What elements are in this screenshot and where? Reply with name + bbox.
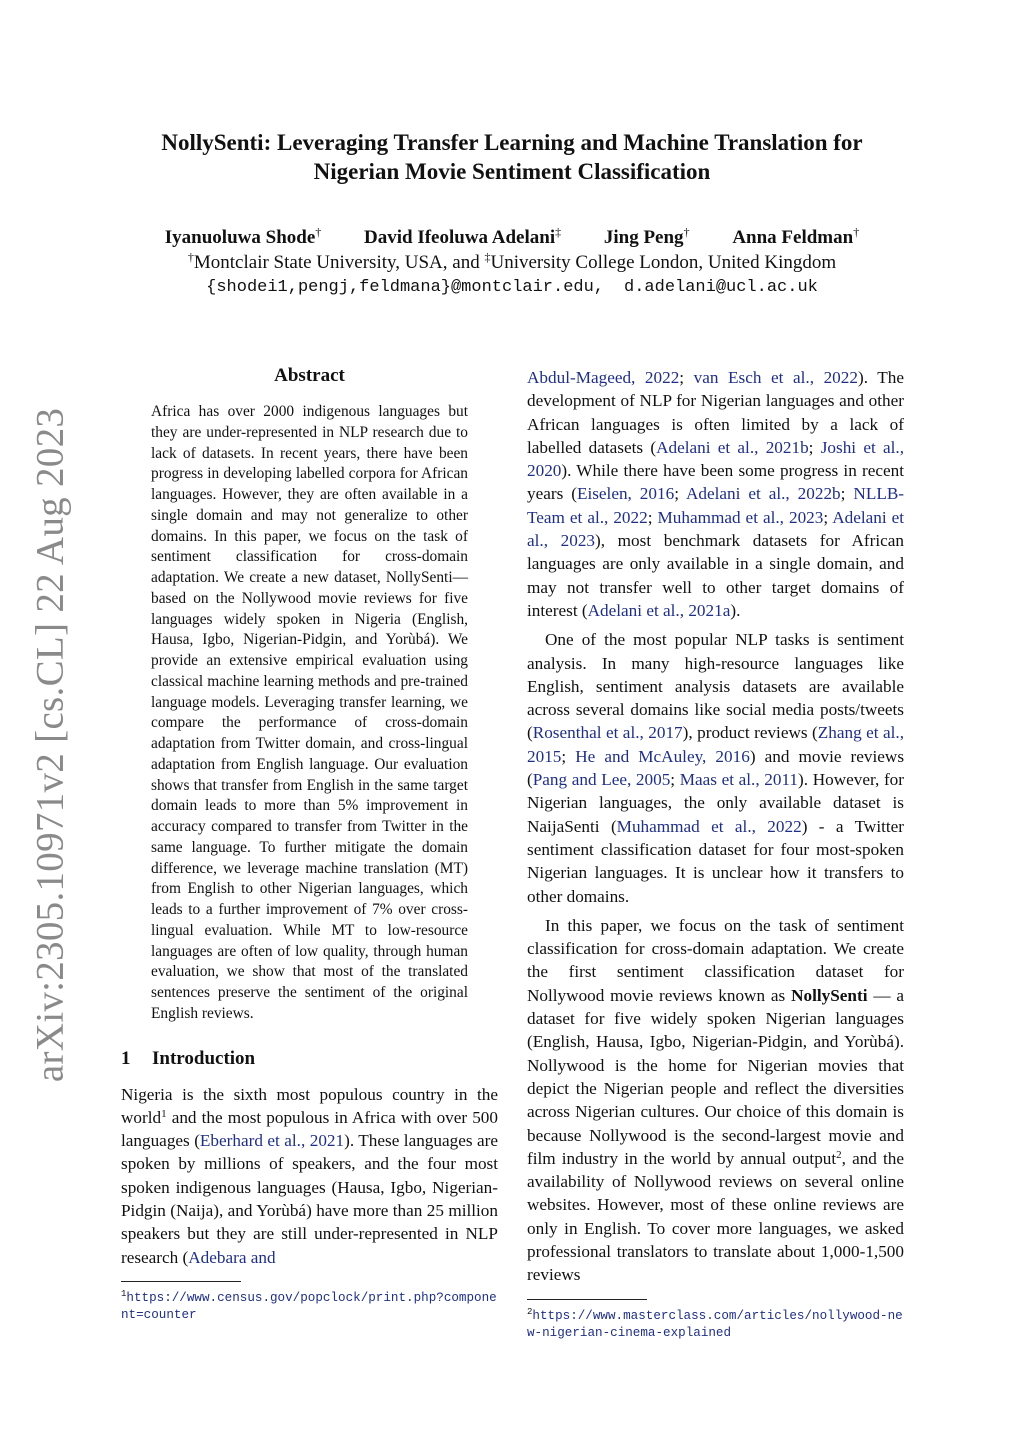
section-number: 1 [121,1047,131,1069]
intro-paragraph [527,914,904,1287]
citation-link[interactable]: Adelani et al., 2022b [685,484,841,504]
citation-link[interactable]: Rosenthal et al., 2017 [532,723,683,743]
paper-title [100,128,924,186]
citation-link[interactable]: Eiselen, 2016 [576,484,675,504]
body-text: ) - a Twitter sentiment classification dataset for four most-spoken Nigerian languages. It is unclear how it transfers to other domains. [527,816,905,906]
body-text: ; [647,507,658,527]
citation-link[interactable]: Eberhard et al., 2021 [199,1131,345,1151]
affil-mark: ‡ [484,250,491,264]
body-text: , and the availability of Nollywood reviews on several online websites. However, most of these online reviews are only in English. To cover more languages, we asked professional translators to translate about 1,000-1,500 reviews [527,1148,904,1285]
body-text: ). These languages are spoken by millions of speakers, and the four most spoken indigenous languages (Hausa, Igbo, Nigerian-Pidgin (Naija), and Yorùbá) have more than 25 million speakers but they are still under-represented in NLP research ( [121,1131,498,1267]
citation-link[interactable]: Adelani et al., 2023 [527,507,905,551]
intro-paragraph-continued [527,366,904,622]
author-emails [100,275,924,300]
right-column [527,366,904,1342]
citation-link[interactable]: Adelani et al., 2021a [587,600,731,620]
body-text: ). The development of NLP for Nigerian languages and other African languages is often limited by a lack of labelled datasets ( [527,368,904,457]
author-names [100,225,924,250]
intro-paragraph [121,1083,498,1269]
body-text: ). [730,600,741,620]
body-text: ), product reviews ( [682,723,818,743]
footnote-number: 2 [527,1306,533,1317]
footnote-marker[interactable]: 2 [836,1148,842,1161]
footnote-link[interactable]: https://www.census.gov/popclock/print.php?component=counter [121,1290,497,1322]
left-column [121,364,498,1324]
body-text: ; [561,746,576,766]
author-affil-mark: † [315,225,322,239]
body-text: — a dataset for five widely spoken Nigerian languages (English, Hausa, Igbo, Nigerian-Pidgin, and Yorùbá). Nollywood is the home for Nigerian movies that depict the Nigerian people and reflect the diversities across Nigerian cultures. Our choice of this domain is because Nollywood is the second-largest movie and film industry in the world by annual output [527,985,904,1168]
body-text: ; [823,507,833,527]
citation-link[interactable]: Zhang et al., 2015 [527,723,904,766]
affil-text: University College London, United Kingdom [490,252,837,273]
footnote-divider [121,1281,241,1282]
author-name: David Ifeoluwa Adelani [364,227,556,248]
affiliations [100,250,924,275]
citation-link[interactable]: Adelani et al., 2021b [656,437,809,457]
author-name: Iyanuoluwa Shode [164,227,316,248]
citation-link[interactable]: NLLB-Team et al., 2022 [527,484,905,527]
body-text: ) and movie reviews ( [527,746,905,790]
body-text: ). However, for Nigerian languages, the only available dataset is NaijaSenti ( [527,770,904,836]
citation-link[interactable]: Muhammad et al., 2022 [616,816,802,836]
body-text: ; [674,484,686,504]
body-text: ), most benchmark datasets for African languages are only available in a single domain, and may not transfer well to other target domains of interest ( [527,531,904,620]
body-text: ; [679,368,694,387]
title-line-1: NollySenti: Leveraging Transfer Learning and Machine Translation for [161,130,863,155]
email-address: d.adelani@ucl.ac.uk [624,278,818,297]
body-text: One of the most popular NLP tasks is sentiment analysis. In many high-resource languages like English, sentiment analysis datasets are available across several domains like social media posts/tweets ( [527,630,904,743]
citation-link[interactable]: He and McAuley, 2016 [575,746,750,766]
author-name: Jing Peng [603,227,684,248]
section-heading [121,1047,498,1071]
body-text: ). While there have been some progress in recent years ( [527,461,904,504]
citation-link[interactable]: Adebara and [188,1247,276,1267]
author-affil-mark: † [853,225,860,239]
abstract-text: Africa has over 2000 indigenous languages but they are under-represented in NLP research due to lack of datasets. In recent years, there have been progress in developing labelled corpora for African languages. However, they are often available in a single domain and may not generalize to other domains. In this paper, we focus on the task of sentiment classification for cross-domain adaptation. We create a new dataset, NollySenti—based on the Nollywood movie reviews for five languages widely spoken in Nigeria (English, Hausa, Igbo, Nigerian-Pidgin, and Yorùbá). We provide an extensive empirical evaluation using classical machine learning methods and pre-trained language models. Leveraging transfer learning, we compare the performance of cross-domain adaptation from Twitter domain, and cross-lingual adaptation from English language. Our evaluation shows that transfer from English in the same target domain leads to more than 5% improvement in accuracy compared to transfer from Twitter in the same language. To further mitigate the domain difference, we leverage machine translation (MT) from English to other Nigerian languages, which leads to a further improvement of 7% over cross-lingual evaluation. While MT to low-resource languages are often of low quality, through human evaluation, we show that most of the translated sentences preserve the sentiment of the original English reviews. [151,403,468,1022]
footnote-number: 1 [121,1288,127,1299]
footnote [121,1290,498,1324]
section-title: Introduction [152,1047,256,1069]
email-address: {shodei1,pengj,feldmana}@montclair.edu, [206,278,605,297]
arxiv-identifier-text: arXiv:2305.10971v2 [cs.CL] 22 Aug 2023 [28,407,72,1083]
author-name: Anna Feldman [732,227,854,248]
dataset-name: NollySenti [791,985,868,1005]
body-text: ; [840,484,854,504]
body-text: Nigeria is the sixth most populous country in the world [121,1084,498,1127]
title-line-2: Nigerian Movie Sentiment Classification [313,159,711,184]
body-text: and the most populous in Africa with over 500 languages ( [121,1107,498,1151]
abstract-heading: Abstract [274,365,345,386]
intro-paragraph [527,628,904,908]
author-block [100,225,924,300]
citation-link[interactable]: Joshi et al., 2020 [527,437,904,481]
footnote-link[interactable]: https://www.masterclass.com/articles/nollywood-new-nigerian-cinema-explained [527,1308,903,1340]
citation-link[interactable]: Muhammad et al., 2023 [657,507,824,527]
body-text: In this paper, we focus on the task of sentiment classification for cross-domain adaptation. We create the first sentiment classification dataset for Nollywood movie reviews known as [527,915,904,1005]
citation-link[interactable]: Maas et al., 2011 [679,770,799,790]
author-affil-mark: ‡ [555,225,562,239]
body-text: ; [808,437,821,457]
footnote-divider [527,1299,647,1300]
author-affil-mark: † [683,225,690,239]
body-text: ; [670,770,680,790]
citation-link[interactable]: van Esch et al., 2022 [693,368,858,387]
citation-link[interactable]: Pang and Lee, 2005 [532,770,671,790]
footnote-marker[interactable]: 1 [161,1107,167,1120]
affil-text: Montclair State University, USA, and [193,252,485,273]
citation-link[interactable]: Abdul-Mageed, 2022 [527,368,680,387]
footnote [527,1308,904,1342]
affil-mark: † [187,250,194,264]
